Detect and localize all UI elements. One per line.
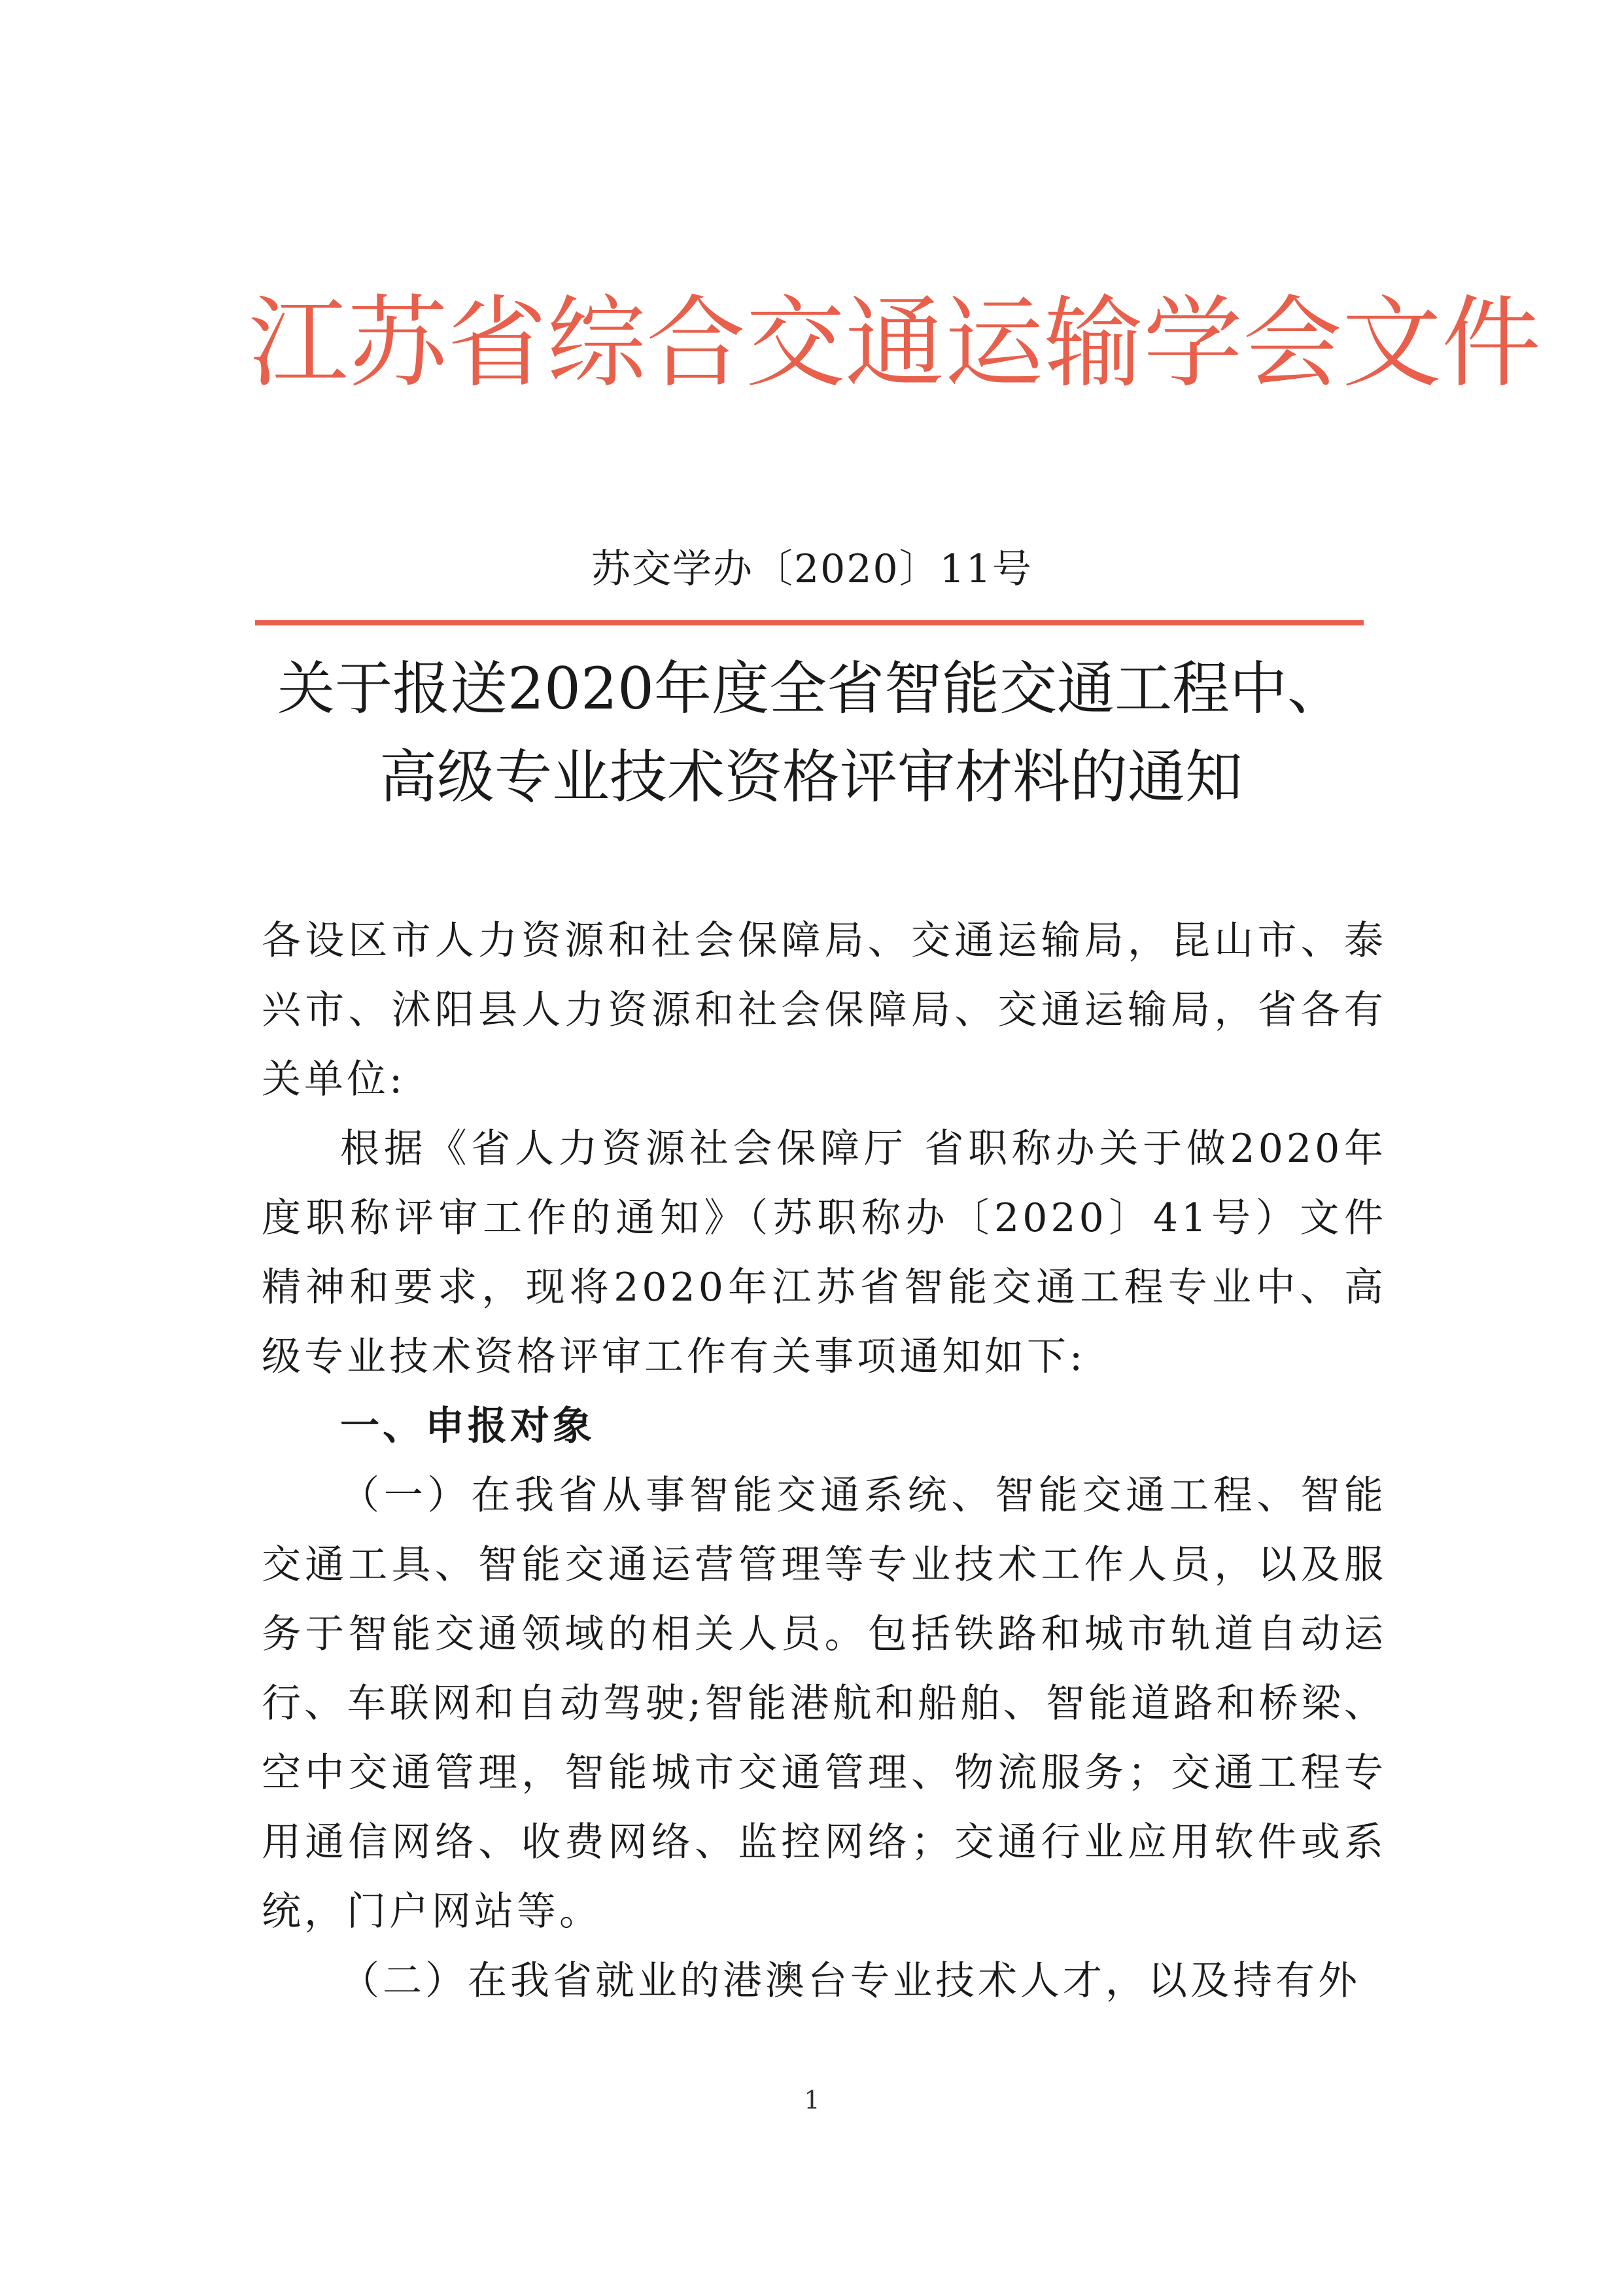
item-2-paragraph: （二）在我省就业的港澳台专业技术人才，以及持有外 — [340, 1958, 1360, 2004]
org-header-title: 江苏省综合交通运输学会文件 — [249, 285, 1541, 401]
recipients-paragraph: 各设区市人力资源和社会保障局、交通运输局，昆山市、泰兴市、沭阳县人力资源和社会保障局、交通运输局，省各有关单位: — [262, 918, 1387, 1102]
item-1-paragraph: （一）在我省从事智能交通系统、智能交通工程、智能交通工具、智能交通运营管理等专业技术工作人员，以及服务于智能交通领域的相关人员。包括铁路和城市轨道自动运行、车联网和自动驾驶;智能港航和船舶、智能道路和桥梁、空中交通管理，智能城市交通管理、物流服务；交通工程专用通信网络、收费网络、监控网络；交通行业应用软件或系统，门户网站等。 — [262, 1473, 1387, 1935]
title-line-1: 关于报送2020年度全省智能交通工程中、 — [277, 655, 1345, 722]
title-line-2: 高级专业技术资格评审材料的通知 — [379, 743, 1243, 811]
section-heading-applicants: 一、申报对象 — [340, 1403, 595, 1449]
red-divider-line — [255, 620, 1364, 625]
page-number: 1 — [804, 2086, 820, 2114]
intro-paragraph: 根据《省人力资源社会保障厅 省职称办关于做2020年度职称评审工作的通知》（苏职称办〔2020〕41号）文件精神和要求，现将2020年江苏省智能交通工程专业中、高级专业技术资格评审工作有关事项通知如下: — [262, 1126, 1387, 1380]
document-body — [262, 906, 1387, 2016]
document-title — [196, 644, 1426, 821]
document-number: 苏交学办〔2020〕11号 — [591, 546, 1033, 592]
